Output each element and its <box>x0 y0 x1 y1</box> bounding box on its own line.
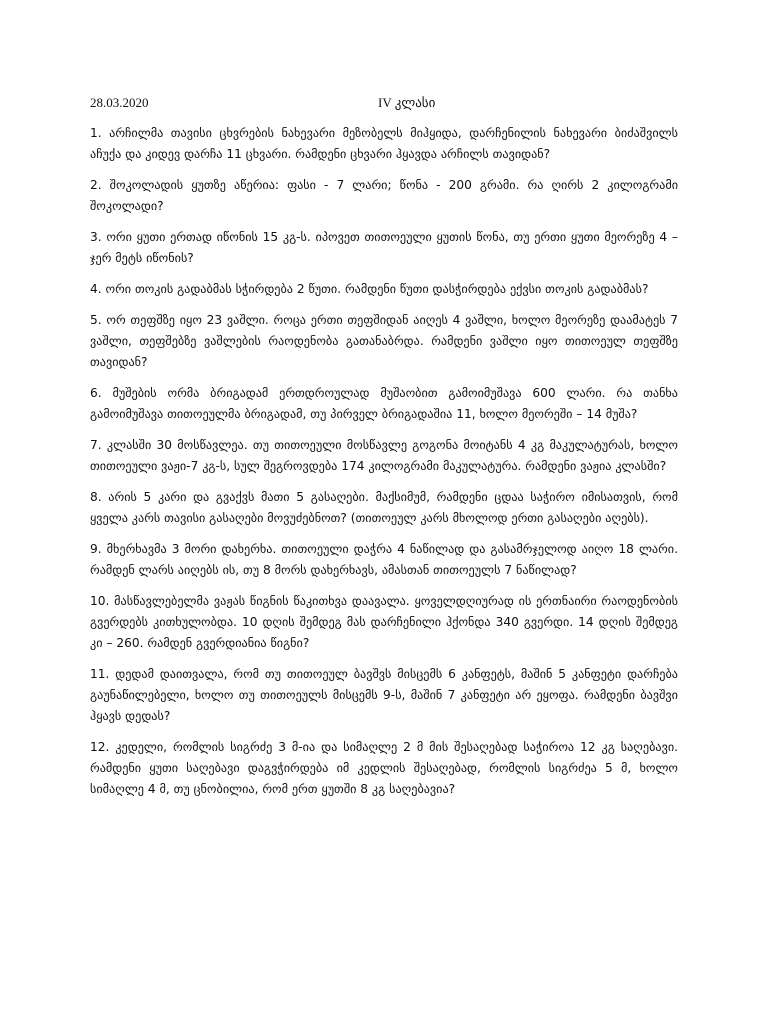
problem-9: 9. მხერხავმა 3 მორი დახერხა. თითოეული დაჭრა 4 ნაწილად და გასამრჯელოდ აიღო 18 ლარი. რამდენ ლარს აიღებს ის, თუ 8 მორს დახერხავს, ამასთან თითოეულს 7 ნაწილად? <box>90 542 678 577</box>
problem-12: 12. კედელი, რომლის სიგრძე 3 მ-ია და სიმაღლე 2 მ მის შესაღებად საჭიროა 12 კგ საღებავი. რამდენი ყუთი საღებავი დაგვჭირდება იმ კედლის შესაღებად, რომლის სიგრძეა 5 მ, ხოლო სიმაღლე 4 მ, თუ ცნობილია, რომ ერთ ყუთში 8 კგ საღებავია? <box>90 740 678 796</box>
problem-6: 6. მუშების ორმა ბრიგადამ ერთდროულად მუშაობით გამოიმუშავა 600 ლარი. რა თანხა გამოიმუშავა თითოეულმა ბრიგადამ, თუ პირველ ბრიგადაშია 11, ხოლო მეორეში – 14 მუშა? <box>90 386 678 421</box>
problem-11: 11. დედამ დაითვალა, რომ თუ თითოეულ ბავშვს მისცემს 6 კანფეტს, მაშინ 5 კანფეტი დარჩება გაუნაწილებელი, ხოლო თუ თითოეულს მისცემს 9-ს, მაშინ 7 კანფეტი არ ეყოფა. რამდენი ბავშვი ჰყავს დედას? <box>90 667 678 723</box>
problem-5: 5. ორ თეფშზე იყო 23 ვაშლი. როცა ერთი თეფშიდან აიღეს 4 ვაშლი, ხოლო მეორეზე დაამატეს 7 ვაშლი, თეფშებზე ვაშლების რაოდენობა გათანაბრდა. რამდენი ვაშლი იყო თითოეულ თეფშზე თავიდან? <box>90 313 678 369</box>
grade-label: IV კლასი <box>378 95 436 110</box>
problem-1: 1. არჩილმა თავისი ცხვრების ნახევარი მეზობელს მიჰყიდა, დარჩენილის ნახევარი ბიძაშვილს აჩუქა და კიდევ დარჩა 11 ცხვარი. რამდენი ცხვარი ჰყავდა არჩილს თავიდან? <box>90 126 678 161</box>
problem-10: 10. მასწავლებელმა ვაჟას წიგნის წაკითხვა დაავალა. ყოველდღიურად ის ერთნაირი რაოდენობის გვერდებს კითხულობდა. 10 დღის შემდეგ მას დარჩენილი ჰქონდა 340 გვერდი. 14 დღის შემდეგ კი – 260. რამდენ გვერდიანია წიგნი? <box>90 594 678 650</box>
problem-8: 8. არის 5 კარი და გვაქვს მათი 5 გასაღები. მაქსიმუმ, რამდენი ცდაა საჭირო იმისათვის, რომ ყველა კარს თავისი გასაღები მოვუძებნოთ? (თითოეულ კარს მხოლოდ ერთი გასაღები აღებს). <box>90 490 678 525</box>
problem-4: 4. ორი თოკის გადაბმას სჭირდება 2 წუთი. რამდენი წუთი დასჭირდება ექვსი თოკის გადაბმას? <box>90 282 649 296</box>
problem-2: 2. შოკოლადის ყუთზე აწერია: ფასი - 7 ლარი; წონა - 200 გრამი. რა ღირს 2 კილოგრამი შოკოლადი? <box>90 178 678 213</box>
problem-7: 7. კლასში 30 მოსწავლეა. თუ თითოეული მოსწავლე გოგონა მოიტანს 4 კგ მაკულატურას, ხოლო თითოეული ვაჟი-7 კგ-ს, სულ შეგროვდება 174 კილოგრამი მაკულატურა. რამდენი ვაჟია კლასში? <box>90 438 678 473</box>
worksheet-header <box>90 95 678 117</box>
problem-3: 3. ორი ყუთი ერთად იწონის 15 კგ-ს. იპოვეთ თითოეული ყუთის წონა, თუ ერთი ყუთი მეორეზე 4 – ჯერ მეტს იწონის? <box>90 230 678 265</box>
date-label: 28.03.2020 <box>90 95 149 110</box>
